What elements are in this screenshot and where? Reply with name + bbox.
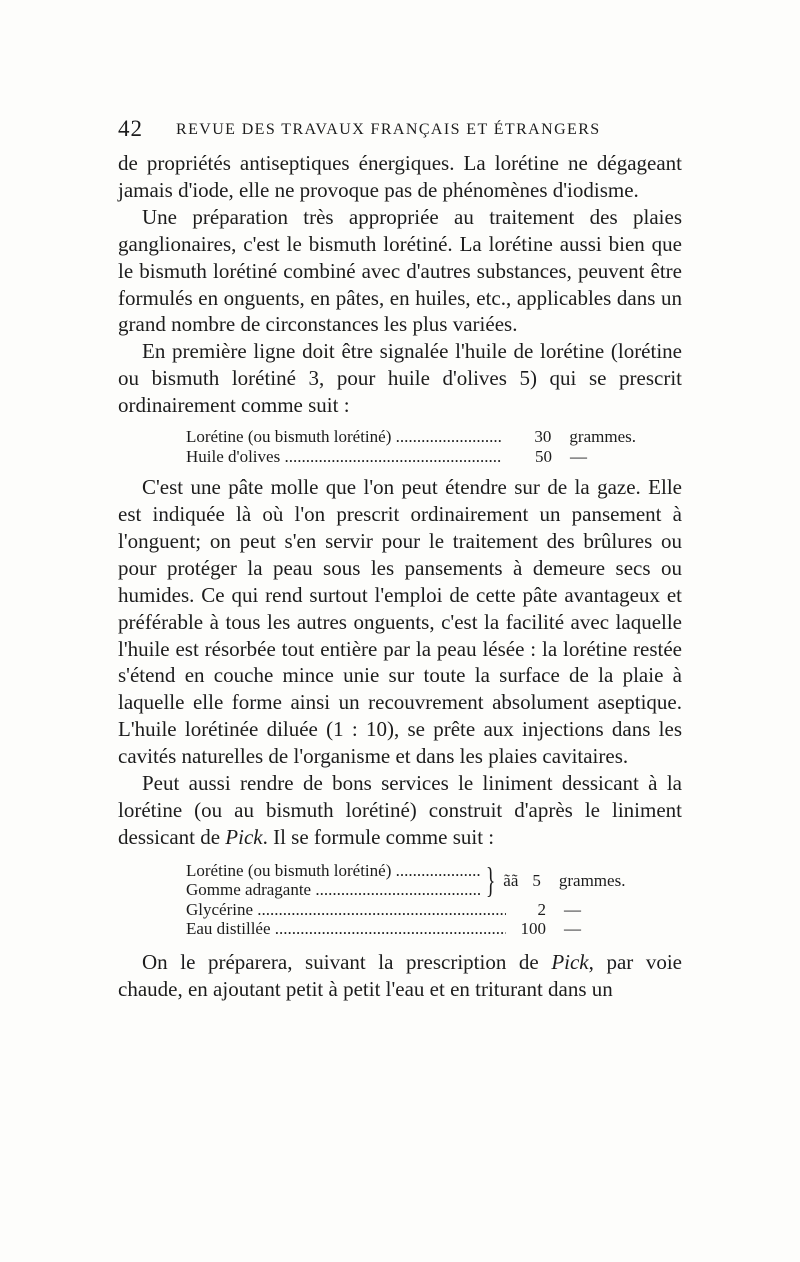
ingredient-quantity: 5	[532, 870, 541, 890]
running-title: REVUE DES TRAVAUX FRANÇAIS ET ÉTRANGERS	[176, 121, 601, 138]
ingredient-name: Eau distillée .....	[186, 919, 506, 939]
ingredient-unit: grammes.	[569, 427, 636, 447]
ingredient-unit: grammes.	[558, 870, 626, 890]
ingredient-quantity: 2	[537, 899, 546, 919]
ingredient-name: Gomme adragante .....	[186, 880, 480, 900]
formula-row	[186, 427, 636, 447]
ana-symbol: ãã	[503, 870, 519, 890]
paragraph-text: . Il se formule comme suit :	[262, 824, 495, 849]
ingredient-quantity: 50	[535, 446, 552, 466]
ingredient-unit: —	[564, 899, 581, 919]
paragraph: C'est une pâte molle que l'on peut étendre sur de la gaze. Elle est indiquée là où l'on prescrit ordinairement un pansement à l'onguent; on peut s'en servir pour le traitement des brûlures ou pour protéger la peau sous les pansements à demeure secs ou humides. Ce qui rend surtout l'emploi de cette pâte avantageux et préférable à tous les autres onguents, c'est la facilité avec laquelle l'huile est résorbée tout entière par la peau lésée : la lorétine restée s'étend en couche mince unie sur toute la surface de la plaie à laquelle elle forme ainsi un recouvrement absolument aseptique. L'huile lorétinée diluée (1 : 10), se prête aux injections dans les cavités naturelles de l'organisme et dans les plaies cavitaires.	[118, 475, 682, 769]
formula-liniment	[186, 861, 636, 939]
formula-huile-loretine	[186, 427, 636, 466]
ingredient-name: Glycérine .....	[186, 900, 506, 920]
page-number: 42	[118, 116, 143, 141]
formula-row	[186, 919, 636, 939]
paragraph-text: Peut aussi rendre de bons services le liniment dessicant à la lorétine (ou au bismuth lorétiné) construit d'après le liniment dessicant de	[118, 771, 682, 849]
paragraph-text: On le préparera, suivant la prescription de	[142, 949, 552, 974]
paragraph: de propriétés antiseptiques énergiques. La lorétine ne dégageant jamais d'iode, elle ne provoque pas de phénomènes d'iodisme.	[118, 151, 682, 202]
page-body	[118, 150, 682, 1003]
brace-symbol: }	[485, 860, 496, 901]
ingredient-name: Huile d'olives .....	[186, 447, 502, 467]
page-header	[118, 116, 682, 144]
author-name: Pick	[551, 949, 589, 974]
formula-row	[186, 900, 636, 920]
ingredient-quantity: 30	[534, 427, 552, 447]
paragraph-text: , par voie chaude, en ajoutant petit à petit l'eau et en triturant dans un	[118, 949, 682, 1001]
author-name: Pick	[225, 824, 263, 849]
ingredient-unit: —	[570, 446, 587, 466]
paragraph	[118, 949, 682, 1003]
formula-group	[186, 861, 636, 900]
paragraph: En première ligne doit être signalée l'huile de lorétine (lorétine ou bismuth lorétiné 3, pour huile d'olives 5) qui se prescrit ordinairement comme suit :	[118, 339, 682, 418]
ingredient-name: Lorétine (ou bismuth lorétiné) .....	[186, 861, 480, 881]
paragraph: Une préparation très appropriée au traitement des plaies ganglionaires, c'est le bismuth lorétiné. La lorétine aussi bien que le bismuth lorétiné combiné avec d'autres substances, peuvent être formulés en onguents, en pâtes, en huiles, etc., applicables dans un grand nombre de circonstances les plus variées.	[118, 204, 682, 337]
ingredient-quantity: 100	[520, 919, 546, 939]
ingredient-name: Lorétine (ou bismuth lorétiné) .....	[186, 427, 502, 447]
formula-row	[186, 447, 636, 467]
ingredient-unit: —	[564, 919, 581, 939]
paragraph	[118, 770, 682, 851]
formula-group-names	[186, 861, 480, 900]
